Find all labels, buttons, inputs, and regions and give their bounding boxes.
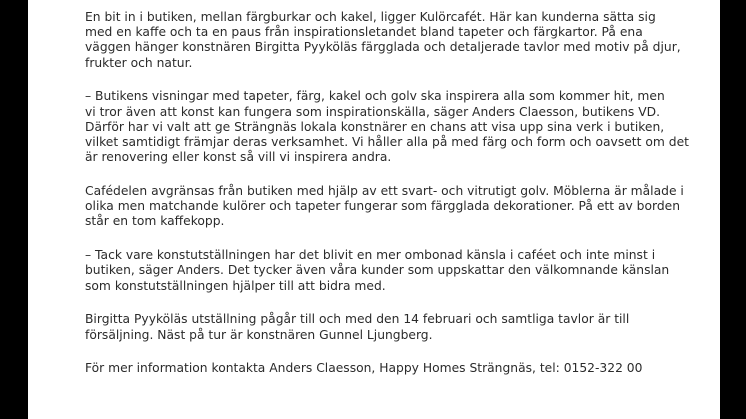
document-page [28,0,720,419]
paragraph-quote-anders: – Butikens visningar med tapeter, färg, kakel och golv ska inspirera alla som kommer hit, men vi tror även att konst kan fungera som inspirationskälla, säger Anders Claesson, butikens VD. Därför har vi valt att ge Strängnäs lokala konstnärer en chans att visa upp sina verk i butiken, vilket samtidigt främjar deras verksamhet. Vi håller alla på med färg och form och oavsett om det är renovering eller konst så vill vi inspirera andra. [85,89,689,165]
paragraph-exhibition-dates: Birgitta Pyyköläs utställning pågår till och med den 14 februari och samtliga tavlor är till försäljning. Näst på tur är konstnären Gunnel Ljungberg. [85,312,630,342]
paragraph-intro: En bit in i butiken, mellan färgburkar och kakel, ligger Kulörcafét. Här kan kunderna sätta sig med en kaffe och ta en paus från inspirationsletandet bland tapeter och färgkartor. På ena väggen hänger konstnären Birgitta Pyyköläs färgglada och detaljerade tavlor med motiv på djur, frukter och natur. [85,10,681,70]
paragraph-contact-info: För mer information kontakta Anders Claesson, Happy Homes Strängnäs, tel: 0152-322 00 [85,361,643,376]
article-body [85,10,700,395]
paragraph-cafe-description: Cafédelen avgränsas från butiken med hjälp av ett svart- och vitrutigt golv. Möblerna är målade i olika men matchande kulörer och tapeter fungerar som färgglada dekorationer. På ett av borden står en tom kaffekopp. [85,184,684,229]
paragraph-quote-exhibition: – Tack vare konstutställningen har det blivit en mer ombonad känsla i caféet och inte minst i butiken, säger Anders. Det tycker även våra kunder som uppskattar den välkomnande känslan som konstutställningen hjälper till att bidra med. [85,248,670,293]
